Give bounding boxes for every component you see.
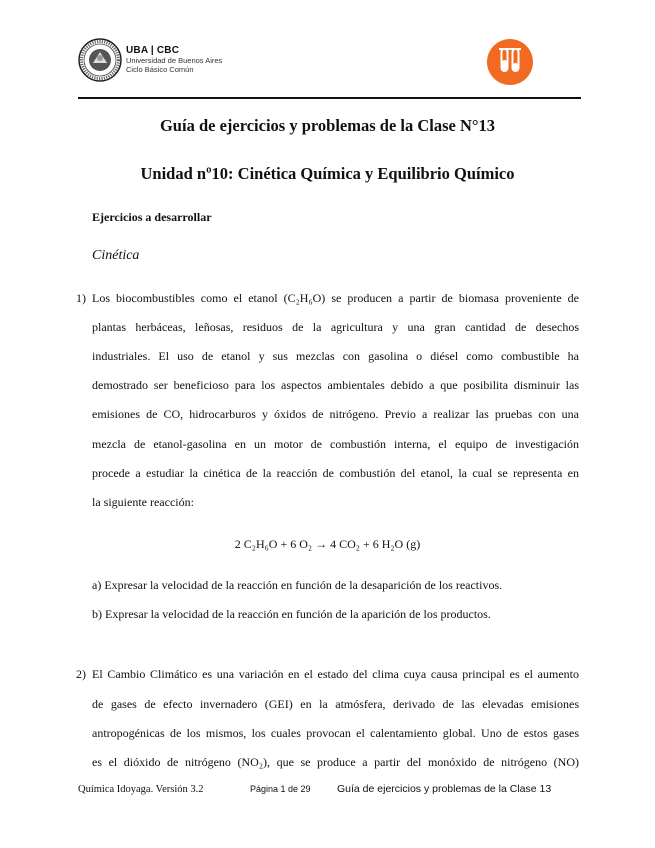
reaction-equation: 2 C₂H₆O + 6 O₂ → 4 CO₂ + 6 H₂O (g) xyxy=(234,537,421,551)
exercise-2-line: antropogénicas de los mismos, los cuales provocan el calentamiento global. Uno de estos gases xyxy=(92,726,579,740)
exercise-2-line: El Cambio Climático es una variación en el estado del clima cuya causa principal es el aumento xyxy=(92,667,579,681)
exercise-1-line: mezcla de etanol-gasolina en un motor de combustión interna, el equipo de investigación xyxy=(92,437,579,451)
exercise-2-line: de gases de efecto invernadero (GEI) en la atmósfera, derivado de las elevadas emisiones xyxy=(92,697,579,711)
exercise-2-line: es el dióxido de nitrógeno (NO₂), que se produce a partir del monóxido de nitrógeno (NO) xyxy=(92,755,579,769)
page-title: Guía de ejercicios y problemas de la Clase N°13 xyxy=(159,116,496,135)
header-divider xyxy=(78,97,581,99)
footer-version: Química Idoyaga. Versión 3.2 xyxy=(78,784,204,795)
test-tubes-icon xyxy=(487,39,533,85)
exercise-1-item-a: a) Expresar la velocidad de la reacción en función de la desaparición de los reactivos. xyxy=(92,578,503,592)
exercise-1-item-b: b) Expresar la velocidad de la reacción en función de la aparición de los productos. xyxy=(92,607,491,621)
exercise-1-line: la siguiente reacción: xyxy=(92,495,194,509)
subsection-heading: Cinética xyxy=(92,248,140,263)
exercise-1-line: Los biocombustibles como el etanol (C₂H₆O) se producen a partir de biomasa proveniente de xyxy=(92,291,579,305)
unit-title: Unidad nº10: Cinética Química y Equilibrio Químico xyxy=(140,164,515,183)
org-line-2: Ciclo Básico Común xyxy=(126,64,194,74)
exercise-1-line: industriales. El uso de etanol y sus mezclas con gasolina o diésel como combustible ha xyxy=(92,349,579,363)
exercise-1-line: demostrado ser beneficioso para los aspectos ambientales debido a que posibilita disminuir las xyxy=(92,378,579,392)
uba-seal-logo xyxy=(78,38,122,82)
exercise-1-number: 1) xyxy=(76,291,86,305)
org-title: UBA | CBC xyxy=(126,45,180,56)
exercise-1-line: procede a estudiar la cinética de la reacción de combustión del etanol, la cual se representa en xyxy=(92,466,579,480)
footer-page-number: Página 1 de 29 xyxy=(250,784,311,794)
section-heading: Ejercicios a desarrollar xyxy=(92,210,212,224)
exercise-1-line: emisiones de CO, hidrocarburos y óxidos de nitrógeno. Previo a realizar las pruebas con una xyxy=(92,407,579,421)
exercise-1-line: plantas herbáceas, leñosas, residuos de la agricultura y una gran cantidad de desechos xyxy=(92,320,579,334)
org-line-1: Universidad de Buenos Aires xyxy=(126,56,223,65)
org-subtitle xyxy=(126,57,222,74)
footer-guide-title: Guía de ejercicios y problemas de la Clase 13 xyxy=(337,783,552,795)
exercise-2-number: 2) xyxy=(76,667,86,681)
